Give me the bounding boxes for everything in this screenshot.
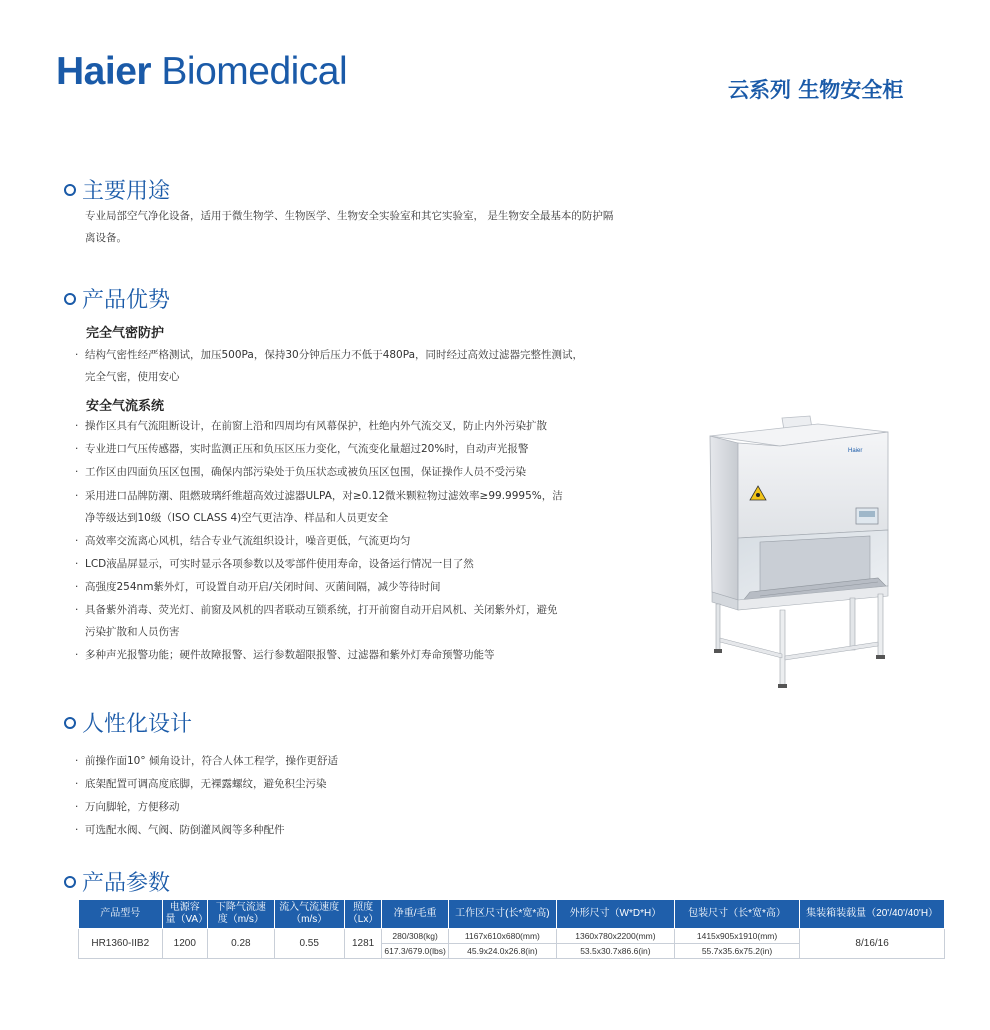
table-header-row	[79, 900, 945, 929]
section-params-heading	[64, 866, 170, 897]
bullet-item	[75, 347, 583, 362]
spec-table	[78, 899, 945, 959]
bullet-mark: ·	[75, 604, 79, 616]
cell-outer-mm: 1360x780x2200(mm)	[556, 929, 674, 944]
bullet-mark: ·	[75, 778, 79, 790]
usage-line-2: 离设备。	[85, 232, 127, 244]
subheading-airflow: 安全气流系统	[86, 399, 165, 414]
bullet-mark: ·	[75, 581, 79, 593]
bullet-text: 工作区由四面负压区包围，确保内部污染处于负压状态或被负压区包围，保证操作人员不受污染	[85, 466, 526, 478]
cell-weight-kg: 280/308(kg)	[382, 929, 448, 944]
bullet-item	[75, 556, 474, 571]
cell-work-mm: 1167x610x680(mm)	[448, 929, 556, 944]
brand-name-bold: Haier	[56, 50, 152, 93]
bullet-text: 高效率交流离心风机，结合专业气流组织设计，噪音更低，气流更均匀	[85, 535, 411, 547]
bullet-item	[75, 822, 285, 837]
header-container: 集装箱装载量（20'/40'/40'H）	[800, 900, 945, 929]
cell-lux: 1281	[344, 929, 382, 959]
header-inflow: 流入气流速度（m/s）	[274, 900, 344, 929]
bullet-item	[75, 533, 411, 548]
bullet-mark: ·	[75, 801, 79, 813]
bullet-text: 采用进口品牌防潮、阻燃玻璃纤维超高效过滤器ULPA，对≥0.12微米颗粒物过滤效率≥99.9995%，洁	[85, 490, 563, 502]
table-row	[79, 929, 945, 944]
bullet-text: 操作区具有气流阻断设计，在前窗上沿和四周均有风幕保护，杜绝内外气流交叉，防止内外污染扩散	[85, 420, 547, 432]
bullet-item	[75, 776, 327, 791]
cell-inflow: 0.55	[274, 929, 344, 959]
header-outer-size: 外形尺寸（W*D*H）	[556, 900, 674, 929]
bullet-continuation: 污染扩散和人员伤害	[85, 626, 180, 638]
section-title: 人性化设计	[82, 712, 193, 737]
bullet-text: 前操作面10° 倾角设计，符合人体工程学，操作更舒适	[85, 755, 338, 767]
cell-power: 1200	[162, 929, 208, 959]
bullet-mark: ·	[75, 649, 79, 661]
bullet-item	[75, 464, 526, 479]
bullet-text: 具备紫外消毒、荧光灯、前窗及风机的四者联动互锁系统，打开前窗自动开启风机、关闭紫外灯，避免	[85, 604, 558, 616]
subheading-airtight: 完全气密防护	[86, 326, 165, 341]
circle-bullet-icon	[64, 717, 76, 729]
cell-down: 0.28	[208, 929, 274, 959]
cabinet-logo: Haier	[848, 448, 863, 454]
brand-logo	[56, 50, 347, 94]
section-title: 主要用途	[82, 179, 171, 204]
cell-work-in: 45.9x24.0x26.8(in)	[448, 944, 556, 959]
cell-weight-lbs: 617.3/679.0(lbs)	[382, 944, 448, 959]
section-title: 产品参数	[82, 871, 171, 896]
brand-name-rest: Biomedical	[151, 50, 348, 93]
bullet-mark: ·	[75, 755, 79, 767]
cell-outer-in: 53.5x30.7x86.6(in)	[556, 944, 674, 959]
circle-bullet-icon	[64, 876, 76, 888]
bullet-text: 高强度254nm紫外灯，可设置自动开启/关闭时间、灭菌间隔，减少等待时间	[85, 581, 441, 593]
cell-model: HR1360-IIB2	[79, 929, 163, 959]
bullet-mark: ·	[75, 535, 79, 547]
bullet-continuation: 完全气密，使用安心	[85, 371, 180, 383]
bullet-text: 结构气密性经严格测试，加压500Pa，保持30分钟后压力不低于480Pa，同时经过高效过滤器完整性测试，	[85, 349, 584, 361]
bullet-item	[75, 753, 338, 768]
bullet-text: 万向脚轮，方便移动	[85, 801, 180, 813]
bullet-item	[75, 602, 558, 617]
bullet-mark: ·	[75, 490, 79, 502]
series-title: 云系列 生物安全柜	[728, 78, 904, 102]
bullet-item	[75, 418, 547, 433]
bullet-item	[75, 488, 563, 503]
section-design-heading	[64, 707, 192, 738]
usage-line-1: 专业局部空气净化设备，适用于微生物学、生物医学、生物安全实验室和其它实验室， 是生物安全最基本的防护隔	[85, 210, 614, 222]
header-weight: 净重/毛重	[382, 900, 448, 929]
bullet-item	[75, 579, 440, 594]
bullet-mark: ·	[75, 558, 79, 570]
header-lux: 照度（Lx）	[344, 900, 382, 929]
bullet-mark: ·	[75, 443, 79, 455]
header-work-size: 工作区尺寸(长*宽*高)	[448, 900, 556, 929]
cell-pack-in: 55.7x35.6x75.2(in)	[674, 944, 799, 959]
header-model: 产品型号	[79, 900, 163, 929]
bullet-text: 可选配水阀、气阀、防倒灌风阀等多种配件	[85, 824, 285, 836]
cell-pack-mm: 1415x905x1910(mm)	[674, 929, 799, 944]
bullet-text: 底架配置可调高度底脚，无裸露螺纹，避免积尘污染	[85, 778, 327, 790]
bullet-continuation: 净等级达到10级（ISO CLASS 4)空气更洁净、样品和人员更安全	[85, 512, 389, 524]
bullet-mark: ·	[75, 824, 79, 836]
section-usage-heading	[64, 174, 170, 205]
biosafety-cabinet-image	[700, 410, 895, 690]
header-power: 电源容量（VA）	[162, 900, 208, 929]
bullet-text: LCD液晶屏显示，可实时显示各项参数以及零部件使用寿命，设备运行情况一目了然	[85, 558, 474, 570]
bullet-item	[75, 799, 180, 814]
cell-container: 8/16/16	[800, 929, 945, 959]
header-pack-size: 包装尺寸（长*宽*高）	[674, 900, 799, 929]
bullet-text: 专业进口气压传感器，实时监测正压和负压区压力变化，气流变化量超过20%时，自动声光报警	[85, 443, 529, 455]
section-title: 产品优势	[82, 288, 171, 313]
section-advantages-heading	[64, 283, 170, 314]
bullet-item	[75, 647, 495, 662]
bullet-mark: ·	[75, 420, 79, 432]
bullet-mark: ·	[75, 466, 79, 478]
header-down-airflow: 下降气流速度（m/s）	[208, 900, 274, 929]
bullet-item	[75, 441, 528, 456]
bullet-mark: ·	[75, 349, 79, 361]
circle-bullet-icon	[64, 184, 76, 196]
bullet-text: 多种声光报警功能；硬件故障报警、运行参数超限报警、过滤器和紫外灯寿命预警功能等	[85, 649, 495, 661]
circle-bullet-icon	[64, 293, 76, 305]
